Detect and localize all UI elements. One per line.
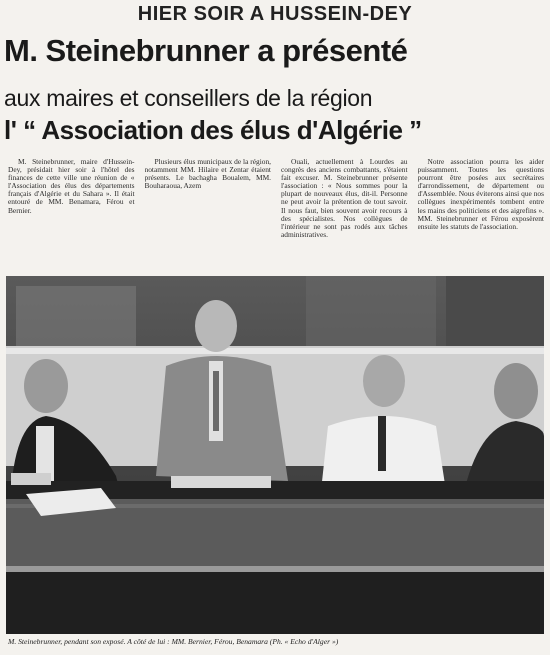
column-text: Notre association pourra les aider puissamment. Toutes les questions pourront être posées aux secrétaires d'arrondissement, de département ou d'Assemblée. Nous éviterons ainsi que nos collègues inexpérimentés tombent entre les mains des politiciens et des aigrefins ». MM. Steinebrunner et Férou exposèrent ensuite les statuts de l'association. xyxy=(417,158,544,231)
meeting-photo-illustration xyxy=(6,276,544,634)
column-text: Plusieurs élus municipaux de la région, notamment MM. Hilaire et Zentar étaient présents. Le bachagha Boualem, MM. Bouharaoua, Azem xyxy=(144,158,271,191)
article-column-4 xyxy=(418,158,545,264)
article-deck-line-2: l' “ Association des élus d'Algérie ” xyxy=(4,115,422,145)
article-deck-line-1: aux maires et conseillers de la région xyxy=(4,85,373,111)
article-column-2 xyxy=(145,158,272,264)
photo-caption: M. Steinebrunner, pendant son exposé. A côté de lui : MM. Bernier, Férou, Benamara (Ph. « Echo d'Alger ») xyxy=(8,637,339,646)
article-column-1 xyxy=(8,158,135,264)
article-kicker: HIER SOIR A HUSSEIN-DEY xyxy=(137,3,413,25)
article-body xyxy=(8,158,544,264)
column-text: Ouali, actuellement à Lourdes au congrès des anciens combattants, s'étaient fait excuser. M. Steinebrunner présente l'association : « Nous sommes pour la plupart de nouveaux élus, dit-il. Personne ne peut avoir la prétention de tout savoir. Il nous faut, bien souvent avoir recours à des spécialistes. Nos collègues de l'intérieur ne sont pas rodés aux tâches administratives. xyxy=(281,158,408,239)
article-column-3 xyxy=(281,158,408,264)
article-headline: M. Steinebrunner a présenté xyxy=(4,33,408,68)
article-photo xyxy=(6,276,544,634)
column-text: M. Steinebrunner, maire d'Hussein-Dey, présidait hier soir à l'hôtel des finances de cette ville une réunion de « l'Association des élus des départements français d'Algérie et du Sahara ». Il était entouré de MM. Benamara, Férou et Bernier. xyxy=(8,158,135,215)
